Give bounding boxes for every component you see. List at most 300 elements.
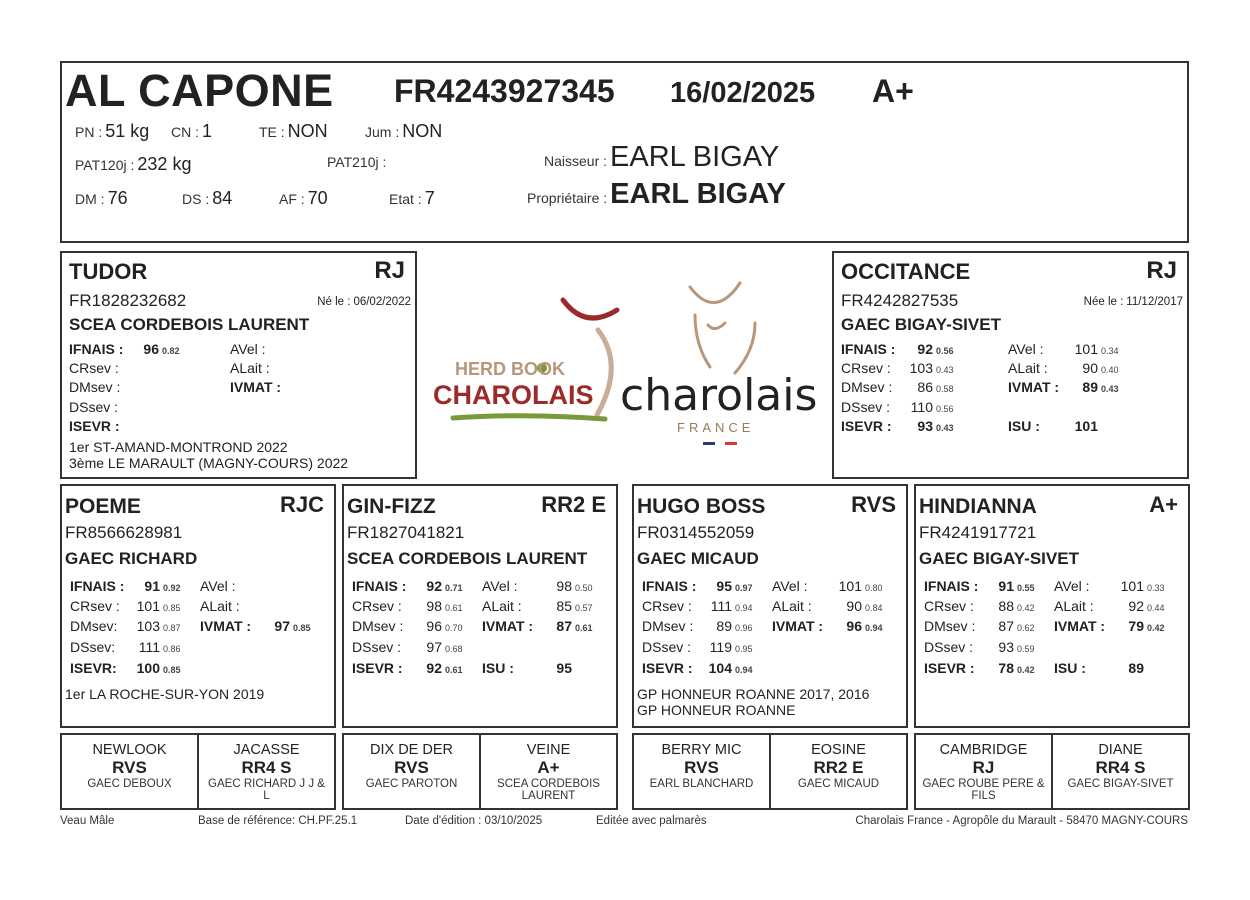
stat-value: 91	[998, 578, 1014, 594]
jum-field	[365, 121, 442, 142]
stat-reliability: 0.33	[1147, 583, 1165, 593]
stat-value: 103	[909, 360, 933, 376]
sire-stat-ivmat	[230, 379, 281, 395]
stat-reliability: 0.94	[735, 603, 753, 613]
stat-value: 95	[716, 578, 732, 594]
gp-stat-isevr	[642, 660, 753, 676]
stat-label: ALait :	[1054, 598, 1094, 614]
dam-stat-alait	[1008, 360, 1119, 376]
stat-value: 101	[1074, 418, 1098, 434]
stat-reliability: 0.61	[445, 665, 463, 675]
sire-stat-ifnais	[69, 341, 180, 357]
stat-value: 111	[138, 639, 160, 655]
stat-reliability: 0.96	[735, 623, 753, 633]
gp-palmares	[65, 686, 264, 702]
stat-value: 95	[556, 660, 572, 676]
herdbook-line2: CHAROLAIS	[433, 380, 594, 410]
sire-stat-dssev	[69, 399, 118, 415]
palmares-line: 1er ST-AMAND-MONTROND 2022	[69, 439, 288, 455]
grandparent-card-gin-fizz	[342, 484, 618, 728]
stat-value: 85	[556, 598, 572, 614]
stat-value: 89	[716, 618, 732, 634]
stat-label: DMsev:	[70, 618, 118, 634]
footer-base: Base de référence: CH.PF.25.1	[198, 815, 358, 827]
proprietaire-value: EARL BIGAY	[610, 178, 786, 210]
france-word: FRANCE	[677, 420, 755, 435]
stat-reliability: 0.56	[936, 404, 954, 414]
stat-reliability: 0.94	[735, 665, 753, 675]
stat-label: IVMAT :	[1054, 618, 1106, 634]
ds-label: DS :	[182, 191, 210, 207]
great-grandparent-cell	[344, 735, 479, 808]
sire-card	[60, 251, 417, 479]
stat-value: 101	[838, 578, 862, 594]
gp-stat-avel	[772, 578, 883, 594]
stat-reliability: 0.61	[575, 623, 593, 633]
gg-grade: RVS	[684, 758, 719, 777]
dam-stat-crsev	[841, 360, 954, 376]
stat-label: DSsev :	[69, 399, 119, 415]
stat-label: CRsev :	[70, 598, 120, 614]
stat-label: ISEVR :	[352, 660, 403, 676]
gp-palmares	[637, 686, 869, 718]
animal-id: FR4243927345	[394, 73, 615, 109]
stat-reliability: 0.42	[1017, 603, 1035, 613]
stat-reliability: 0.71	[445, 583, 463, 593]
gp-stat-avel	[1054, 578, 1165, 594]
dam-stat-ifnais	[841, 341, 954, 357]
great-grandparents-pair	[914, 733, 1190, 810]
gg-grade: RR4 S	[241, 758, 292, 777]
stat-value: 119	[709, 639, 732, 655]
stat-label: IVMAT :	[1008, 379, 1060, 395]
pat210-label: PAT210j :	[327, 154, 387, 170]
stat-value: 110	[910, 399, 933, 415]
gg-name: BERRY MIC	[661, 742, 742, 758]
stat-label: ALait :	[482, 598, 522, 614]
stat-value: 96	[143, 341, 159, 357]
great-grandparent-cell	[479, 735, 616, 808]
stat-value: 92	[1128, 598, 1144, 614]
stat-value: 96	[426, 618, 442, 634]
gp-owner: GAEC BIGAY-SIVET	[919, 549, 1079, 568]
gp-stat-crsev	[70, 598, 181, 614]
stat-reliability: 0.61	[445, 603, 463, 613]
animal-grade: A+	[872, 73, 914, 109]
gp-stat-alait	[772, 598, 883, 614]
gp-id: FR8566628981	[65, 523, 183, 542]
stat-value: 111	[710, 598, 732, 614]
dam-grade: RJ	[1146, 257, 1177, 284]
stat-label: ALait :	[230, 360, 270, 376]
stat-label: ISEVR :	[924, 660, 975, 676]
stat-value: 100	[136, 660, 160, 676]
charolais-word: charolais	[620, 370, 818, 421]
gg-name: DIANE	[1098, 742, 1143, 758]
stat-label: IFNAIS :	[642, 578, 697, 594]
stat-label: AVel :	[1054, 578, 1090, 594]
stat-reliability: 0.58	[936, 384, 954, 394]
sire-grade: RJ	[374, 257, 405, 284]
bull-left-icon	[695, 315, 710, 367]
gg-owner: GAEC DEBOUX	[87, 778, 172, 790]
gg-grade: A+	[537, 758, 560, 777]
stat-reliability: 0.85	[163, 665, 181, 675]
stat-label: IFNAIS :	[352, 578, 407, 594]
gg-owner: GAEC ROUBE PERE & FILS	[922, 778, 1045, 802]
gp-owner: SCEA CORDEBOIS LAURENT	[347, 549, 588, 568]
stat-label: CRsev :	[352, 598, 402, 614]
stat-value: 103	[136, 618, 160, 634]
stat-reliability: 0.55	[1017, 583, 1035, 593]
etat-value: 7	[424, 188, 435, 208]
stat-label: ALait :	[200, 598, 240, 614]
stat-reliability: 0.43	[936, 365, 954, 375]
herdbook-horn-icon	[563, 300, 617, 318]
gp-stat-ifnais	[924, 578, 1035, 594]
stat-reliability: 0.42	[1017, 665, 1035, 675]
naisseur-value: EARL BIGAY	[610, 141, 780, 173]
jum-value: NON	[402, 121, 443, 141]
gg-owner: EARL BLANCHARD	[649, 778, 754, 790]
stat-reliability: 0.59	[1017, 644, 1035, 654]
gp-stat-ifnais	[70, 578, 181, 594]
dam-card	[832, 251, 1189, 479]
gp-stat-dssev	[70, 639, 181, 655]
gg-owner: GAEC PAROTON	[365, 778, 458, 790]
gp-owner: GAEC RICHARD	[65, 549, 198, 568]
stat-value: 90	[846, 598, 862, 614]
flag-blue-icon	[703, 442, 715, 445]
great-grandparent-cell	[62, 735, 197, 808]
footer-edition-date: Date d'édition : 03/10/2025	[405, 815, 543, 827]
proprietaire-field	[527, 178, 786, 211]
stat-value: 88	[998, 598, 1014, 614]
stat-label: DSsev :	[642, 639, 692, 655]
stat-label: IFNAIS :	[841, 341, 896, 357]
sire-born-date: 06/02/2022	[353, 296, 411, 308]
stat-label: ISU :	[1008, 418, 1040, 434]
stat-value: 90	[1082, 360, 1098, 376]
stat-label: DMsev :	[841, 379, 893, 395]
gp-name: HUGO BOSS	[637, 495, 766, 518]
dam-born	[1084, 296, 1183, 308]
herdbook-body-icon	[597, 330, 611, 415]
pn-value: 51 kg	[105, 121, 150, 141]
stat-label: IVMAT :	[772, 618, 824, 634]
gp-stat-ivmat	[1054, 618, 1165, 634]
stat-label: AVel :	[482, 578, 518, 594]
stat-value: 89	[1082, 379, 1098, 395]
gp-stat-isevr	[924, 660, 1035, 676]
stat-label: ALait :	[772, 598, 812, 614]
stat-label: DMsev :	[352, 618, 404, 634]
dam-born-label: Née le :	[1083, 296, 1124, 308]
gp-name: POEME	[65, 495, 141, 518]
footer-palmares-note: Editée avec palmarès	[596, 815, 707, 827]
stat-value: 93	[998, 639, 1014, 655]
stat-label: DMsev :	[642, 618, 694, 634]
stat-value: 89	[1128, 660, 1144, 676]
gp-stat-ifnais	[352, 578, 463, 594]
stat-label: AVel :	[230, 341, 266, 357]
stat-value: 92	[426, 660, 442, 676]
stat-label: IVMAT :	[200, 618, 252, 634]
af-field	[279, 188, 328, 209]
gp-stat-dmsev	[70, 618, 181, 634]
gp-stat-ivmat	[482, 618, 593, 634]
gp-stat-alait	[482, 598, 593, 614]
stat-label: CRsev :	[69, 360, 119, 376]
gp-stat-dmsev	[924, 618, 1035, 634]
stat-label: DMsev :	[69, 379, 121, 395]
dam-stat-avel	[1008, 341, 1119, 357]
footer-address: Charolais France - Agropôle du Marault - 58470 MAGNY-COURS	[855, 815, 1188, 827]
stat-value: 98	[426, 598, 442, 614]
bull-horns-icon	[690, 283, 740, 303]
stat-value: 104	[708, 660, 732, 676]
gg-name: VEINE	[526, 742, 571, 758]
pat210-field	[327, 154, 389, 170]
ds-value: 84	[212, 188, 233, 208]
stat-reliability: 0.43	[1101, 384, 1119, 394]
sire-stat-dmsev	[69, 379, 120, 395]
grandparent-card-hugo-boss	[632, 484, 908, 728]
gp-stat-dssev	[642, 639, 753, 655]
stat-reliability: 0.85	[293, 623, 311, 633]
pn-label: PN :	[75, 124, 103, 140]
stat-label: ISU :	[482, 660, 514, 676]
gp-stat-isevr	[70, 660, 181, 676]
stat-label: ALait :	[1008, 360, 1048, 376]
gp-stat-isu	[482, 660, 572, 676]
gp-stat-dmsev	[642, 618, 753, 634]
stat-label: DSsev :	[924, 639, 974, 655]
stat-label: AVel :	[1008, 341, 1044, 357]
gp-stat-alait	[200, 598, 293, 614]
gp-stat-dssev	[924, 639, 1035, 655]
stat-label: ISU :	[1054, 660, 1086, 676]
gg-grade: RVS	[394, 758, 429, 777]
dam-stat-isevr	[841, 418, 954, 434]
af-label: AF :	[279, 191, 305, 207]
dam-stat-isu	[1008, 418, 1098, 434]
cn-label: CN :	[171, 124, 199, 140]
naisseur-label: Naisseur :	[544, 153, 608, 169]
stat-value: 87	[998, 618, 1014, 634]
gp-stat-ivmat	[772, 618, 883, 634]
gg-grade: RR2 E	[813, 758, 864, 777]
stat-label: ISEVR :	[841, 418, 892, 434]
stat-reliability: 0.97	[735, 583, 753, 593]
gg-name: EOSINE	[811, 742, 866, 758]
gp-stat-crsev	[924, 598, 1035, 614]
dam-name: OCCITANCE	[841, 259, 971, 284]
gg-grade: RJ	[972, 758, 995, 777]
stat-value: 101	[1120, 578, 1144, 594]
flag-red-icon	[725, 442, 737, 445]
te-field	[259, 121, 328, 142]
dam-born-date: 11/12/2017	[1126, 296, 1183, 308]
stat-reliability: 0.57	[575, 603, 593, 613]
pat120-value: 232 kg	[137, 154, 192, 174]
pat120-label: PAT120j :	[75, 157, 135, 173]
stat-label: IFNAIS :	[70, 578, 125, 594]
sire-stat-alait	[230, 360, 270, 376]
gg-owner: GAEC BIGAY-SIVET	[1067, 778, 1174, 790]
sire-born	[317, 296, 411, 308]
gp-owner: GAEC MICAUD	[637, 549, 759, 568]
logos-area	[425, 275, 825, 455]
gp-grade: RJC	[279, 492, 324, 517]
charolais-logos-icon	[425, 275, 825, 455]
animal-name: AL CAPONE	[65, 65, 334, 116]
stat-value: 97	[274, 618, 290, 634]
grandparent-card-hindianna	[914, 484, 1190, 728]
stat-reliability: 0.62	[1017, 623, 1035, 633]
gp-stat-alait	[1054, 598, 1165, 614]
gg-name: CAMBRIDGE	[939, 742, 1028, 758]
sire-id: FR1828232682	[69, 291, 187, 310]
stat-label: CRsev :	[841, 360, 891, 376]
palmares-line: GP HONNEUR ROANNE	[637, 702, 796, 718]
stat-reliability: 0.94	[865, 623, 883, 633]
animal-birth-date: 16/02/2025	[670, 77, 816, 109]
gg-owner: SCEA CORDEBOIS LAURENT	[497, 778, 600, 802]
stat-value: 91	[144, 578, 160, 594]
grandparent-card-poeme	[60, 484, 336, 728]
stat-value: 97	[426, 639, 442, 655]
great-grandparent-cell	[1051, 735, 1188, 808]
stat-value: 92	[426, 578, 442, 594]
stat-reliability: 0.92	[163, 583, 181, 593]
etat-field	[389, 188, 435, 209]
pn-field	[75, 121, 149, 142]
stat-value: 93	[917, 418, 933, 434]
gp-id: FR1827041821	[347, 523, 465, 542]
stat-reliability: 0.82	[162, 346, 180, 356]
ds-field	[182, 188, 232, 209]
stat-reliability: 0.70	[445, 623, 463, 633]
jum-label: Jum :	[365, 124, 400, 140]
stat-label: DSsev :	[841, 399, 891, 415]
palmares-line: GP HONNEUR ROANNE 2017, 2016	[637, 686, 870, 702]
stat-value: 92	[917, 341, 933, 357]
stat-value: 86	[917, 379, 933, 395]
stat-reliability: 0.87	[163, 623, 181, 633]
stat-label: IVMAT :	[482, 618, 534, 634]
great-grandparent-cell	[634, 735, 769, 808]
great-grandparent-cell	[916, 735, 1051, 808]
cn-field	[171, 121, 212, 142]
te-value: NON	[287, 121, 328, 141]
stat-reliability: 0.86	[163, 644, 181, 654]
stat-reliability: 0.56	[936, 346, 954, 356]
stat-label: IVMAT :	[230, 379, 282, 395]
sire-stat-avel	[230, 341, 266, 357]
sire-owner: SCEA CORDEBOIS LAURENT	[69, 315, 310, 334]
gp-stat-ivmat	[200, 618, 311, 634]
gg-grade: RR4 S	[1095, 758, 1146, 777]
stat-label: IFNAIS :	[924, 578, 979, 594]
great-grandparents-pair	[632, 733, 908, 810]
stat-label: DSsev:	[70, 639, 116, 655]
dam-stat-dmsev	[841, 379, 954, 395]
gp-stat-isu	[1054, 660, 1144, 676]
dm-label: DM :	[75, 191, 105, 207]
stat-reliability: 0.95	[735, 644, 753, 654]
stat-value: 79	[1128, 618, 1144, 634]
dm-field	[75, 188, 128, 209]
stat-value: 87	[556, 618, 572, 634]
gp-grade: RR2 E	[541, 492, 606, 517]
stat-label: ISEVR:	[70, 660, 117, 676]
sire-stat-isevr	[69, 418, 120, 434]
gp-grade: A+	[1149, 492, 1178, 517]
stat-label: AVel :	[200, 578, 236, 594]
stat-reliability: 0.50	[575, 583, 593, 593]
stat-value: 101	[136, 598, 160, 614]
te-label: TE :	[259, 124, 285, 140]
gp-stat-dssev	[352, 639, 463, 655]
stat-label: ISEVR :	[69, 418, 120, 434]
gp-stat-avel	[200, 578, 293, 594]
stat-label: ISEVR :	[642, 660, 693, 676]
great-grandparent-cell	[197, 735, 334, 808]
gp-stat-isevr	[352, 660, 463, 676]
gg-name: DIX DE DER	[370, 742, 453, 758]
gg-name: NEWLOOK	[92, 742, 167, 758]
af-value: 70	[307, 188, 328, 208]
great-grandparents-pair	[60, 733, 336, 810]
proprietaire-label: Propriétaire :	[527, 190, 608, 206]
dam-stat-dssev	[841, 399, 954, 415]
gp-id: FR4241917721	[919, 523, 1037, 542]
gp-name: GIN-FIZZ	[347, 495, 436, 518]
herdbook-ground-icon	[453, 416, 605, 419]
herdbook-line1: HERD BOOK	[455, 359, 566, 379]
gp-stat-crsev	[352, 598, 463, 614]
sire-palmares	[69, 439, 348, 471]
gp-stat-ifnais	[642, 578, 753, 594]
dm-value: 76	[107, 188, 128, 208]
dam-id: FR4242827535	[841, 291, 959, 310]
dam-stat-ivmat	[1008, 379, 1119, 395]
great-grandparents-pair	[342, 733, 618, 810]
gg-grade: RVS	[112, 758, 147, 777]
cn-value: 1	[202, 121, 213, 141]
stat-value: 96	[846, 618, 862, 634]
stat-reliability: 0.34	[1101, 346, 1119, 356]
gp-name: HINDIANNA	[919, 495, 1037, 518]
stat-value: 78	[998, 660, 1014, 676]
stat-reliability: 0.80	[865, 583, 883, 593]
animal-header-card	[60, 61, 1189, 243]
stat-label: IFNAIS :	[69, 341, 124, 357]
palmares-line: 3ème LE MARAULT (MAGNY-COURS) 2022	[69, 455, 349, 471]
palmares-line: 1er LA ROCHE-SUR-YON 2019	[65, 686, 265, 702]
sire-name: TUDOR	[69, 259, 148, 284]
gg-name: JACASSE	[233, 742, 300, 758]
great-grandparent-cell	[769, 735, 906, 808]
stat-reliability: 0.43	[936, 423, 954, 433]
bull-head-icon	[708, 323, 725, 329]
pat120-field	[75, 154, 191, 175]
stat-label: CRsev :	[924, 598, 974, 614]
naisseur-field	[544, 141, 779, 174]
stat-label: AVel :	[772, 578, 808, 594]
stat-reliability: 0.85	[163, 603, 181, 613]
